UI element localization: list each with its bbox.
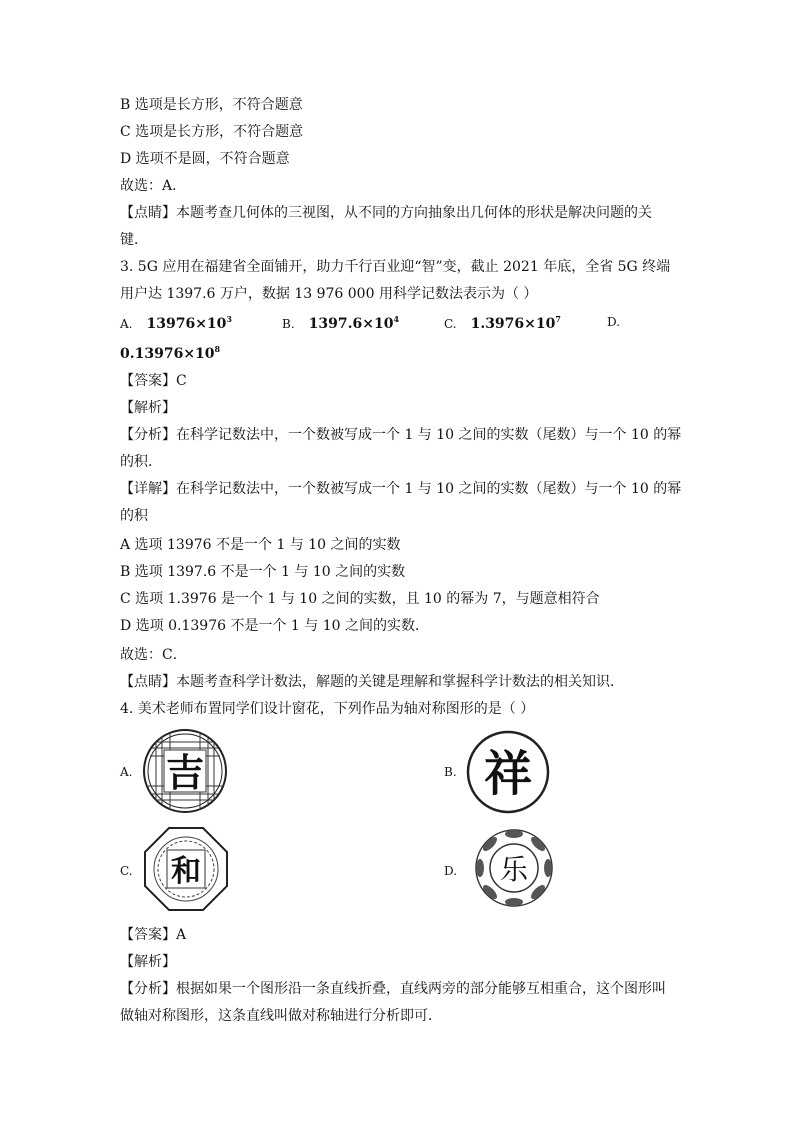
answer-label: 【答案】C xyxy=(120,373,187,389)
text-line: B 选项 1397.6 不是一个 1 与 10 之间的实数 xyxy=(120,564,406,580)
analysis-label: 【解析】 xyxy=(120,400,176,416)
option-d-q4-label: D. xyxy=(444,864,458,878)
text-line: 做轴对称图形，这条直线叫做对称轴进行分析即可． xyxy=(120,1008,442,1024)
text-line: D 选项 0.13976 不是一个 1 与 10 之间的实数． xyxy=(120,618,429,634)
text-line: C 选项 1.3976 是一个 1 与 10 之间的实数，且 10 的幂为 7，与题意相符合 xyxy=(120,591,600,607)
text-line: 【分析】在科学记数法中，一个数被写成一个 1 与 10 之间的实数（尾数）与一个 10 的幂 xyxy=(120,427,682,443)
figure-c-char: 和 xyxy=(171,854,201,889)
option-a-q4-label: A. xyxy=(120,765,133,779)
text-line: A 选项 13976 不是一个 1 与 10 之间的实数 xyxy=(120,537,401,553)
question-3-text: 用户达 1397.6 万户，数据 13 976 000 用科学记数法表示为（ ） xyxy=(120,286,538,302)
leaf-ring-icon xyxy=(472,826,556,910)
option-a-q3: A. $13976\times 10^3$ xyxy=(120,314,232,332)
text-line: 【详解】在科学记数法中，一个数被写成一个 1 与 10 之间的实数（尾数）与一个 10 的幂 xyxy=(120,481,682,497)
text-line: 的积． xyxy=(120,454,162,470)
text-line: D 选项不是圆，不符合题意 xyxy=(120,151,290,167)
option-c-q3: C. $1.3976\times 10^7$ xyxy=(444,314,561,332)
text-line: 的积 xyxy=(120,508,148,524)
text-line: 【分析】根据如果一个图形沿一条直线折叠，直线两旁的部分能够互相重合，这个图形叫 xyxy=(120,981,666,997)
text-line: 故选：A． xyxy=(120,178,187,194)
option-c-q4-label: C. xyxy=(120,864,133,878)
text-line: 故选：C． xyxy=(120,647,187,663)
option-b-q3: B. $1397.6\times 10^4$ xyxy=(282,314,400,332)
figure-a-char: 吉 xyxy=(165,751,205,795)
text-line: 键． xyxy=(120,232,148,248)
option-d-q3: $0.13976\times 10^8$ xyxy=(120,344,221,362)
text-line: C 选项是长方形，不符合题意 xyxy=(120,124,304,140)
calligraphy-circle-icon xyxy=(466,730,550,814)
text-line: 【点睛】本题考查几何体的三视图，从不同的方向抽象出几何体的形状是解决问题的关 xyxy=(120,205,652,221)
answer-label: 【答案】A xyxy=(120,927,187,943)
option-d-label-q3: D. xyxy=(607,315,621,329)
question-4-text: 4. 美术老师布置同学们设计窗花，下列作品为轴对称图形的是（ ） xyxy=(120,701,535,717)
text-line: 【点睛】本题考查科学计数法，解题的关键是理解和掌握科学计数法的相关知识． xyxy=(120,674,624,690)
analysis-label: 【解析】 xyxy=(120,954,176,970)
octagon-frame-icon xyxy=(143,826,229,912)
figure-b-char: 祥 xyxy=(483,746,533,802)
question-3-text: 3. 5G 应用在福建省全面铺开，助力千行百业迎“智”变，截止 2021 年底，全省 5G 终端 xyxy=(120,259,671,275)
text-line: B 选项是长方形，不符合题意 xyxy=(120,97,303,113)
figure-d-char: 乐 xyxy=(499,853,529,886)
lattice-circle-icon xyxy=(142,728,228,814)
option-b-q4-label: B. xyxy=(444,765,457,779)
